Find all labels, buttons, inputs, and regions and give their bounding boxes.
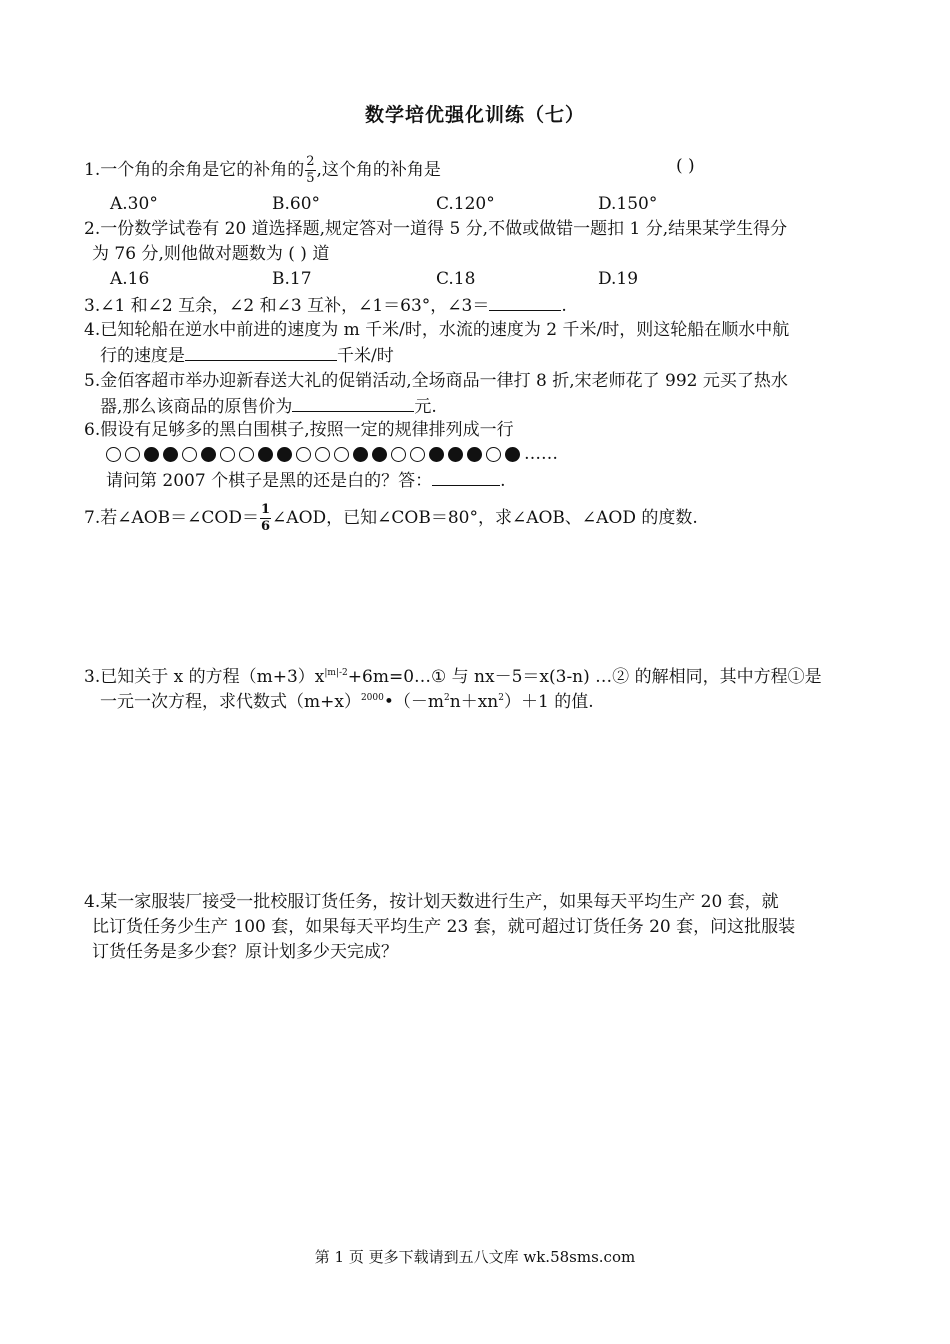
white-stone (315, 447, 330, 462)
question-3-text: 3.∠1 和∠2 互余，∠2 和∠3 互补，∠1＝63°，∠3＝ (84, 296, 490, 316)
stone-sequence (106, 443, 558, 465)
fraction-2-5 (305, 154, 315, 187)
black-stone (448, 447, 463, 462)
question-2-option-c: C.18 (436, 269, 476, 289)
question-1 (84, 154, 441, 187)
fraction-1-6 (260, 502, 271, 535)
question-1-option-c: C.120° (436, 194, 495, 214)
black-stone (163, 447, 178, 462)
black-stone (353, 447, 368, 462)
problem-3-text-b: +6m=0…① 与 nx－5＝x(3-n) …② 的解相同，其中方程①是 (347, 667, 822, 687)
question-4-answer-blank (185, 344, 337, 361)
white-stone (239, 447, 254, 462)
exponent-2a: 2 (444, 693, 450, 703)
question-5-line-2-suffix: 元. (414, 397, 437, 417)
question-4-line-2-suffix: 千米/时 (337, 346, 394, 366)
problem-3-text-e: n＋xn (449, 692, 499, 712)
question-1-answer-paren: ( ) (676, 156, 695, 176)
exponent-2000: 2000 (360, 693, 384, 703)
stone-ellipsis: …… (524, 444, 558, 464)
question-1-option-d: D.150° (598, 194, 658, 214)
white-stone (486, 447, 501, 462)
black-stone (505, 447, 520, 462)
black-stone (372, 447, 387, 462)
white-stone (296, 447, 311, 462)
question-2-option-b: B.17 (272, 269, 312, 289)
problem-3-text-a: 3.已知关于 x 的方程（m+3）x (84, 667, 325, 687)
fraction-numerator: 2 (306, 154, 315, 169)
problem-4-line-3: 订货任务是多少套？原计划多少天完成？ (92, 942, 398, 962)
question-1-option-b: B.60° (272, 194, 321, 214)
problem-3-text-f: ）＋1 的值. (503, 692, 594, 712)
question-4-line-2 (100, 344, 394, 367)
question-2-line-2: 为 76 分,则他做对题数为 ( ) 道 (92, 244, 330, 264)
question-4-line-2-prefix: 行的速度是 (100, 346, 185, 366)
problem-4-line-2: 比订货任务少生产 100 套，如果每天平均生产 23 套，就可超过订货任务 20 套，问这批服装 (92, 917, 796, 937)
fraction-denominator: 5 (306, 171, 315, 186)
problem-4-line-1: 4.某一家服装厂接受一批校服订货任务，按计划天数进行生产，如果每天平均生产 20 套，就 (84, 892, 779, 912)
problem-3-line-2 (100, 691, 594, 713)
question-5-line-2-prefix: 器,那么该商品的原售价为 (100, 397, 293, 417)
question-5-answer-blank (292, 395, 414, 412)
question-2-option-d: D.19 (598, 269, 639, 289)
white-stone (410, 447, 425, 462)
problem-3-line-1 (84, 666, 822, 688)
fraction-numerator: 1 (261, 502, 271, 517)
question-7-suffix: ∠AOD，已知∠COB＝80°，求∠AOB、∠AOD 的度数. (272, 508, 698, 528)
question-1-option-a: A.30° (110, 194, 158, 214)
exponent-2b: 2 (498, 693, 504, 703)
page-footer: 第 1 页 更多下载请到五八文库 wk.58sms.com (314, 1248, 636, 1266)
black-stone (144, 447, 159, 462)
black-stone (277, 447, 292, 462)
white-stone (125, 447, 140, 462)
black-stone (258, 447, 273, 462)
question-4-line-1: 4.已知轮船在逆水中前进的速度为 m 千米/时，水流的速度为 2 千米/时，则这轮船在顺水中航 (84, 320, 790, 340)
page-title: 数学培优强化训练（七） (364, 104, 585, 126)
black-stone (467, 447, 482, 462)
white-stone (334, 447, 349, 462)
white-stone (220, 447, 235, 462)
question-7 (84, 502, 698, 535)
question-3-end: . (561, 296, 567, 316)
question-3 (84, 294, 567, 317)
exponent-abs-m-minus-2: |m|-2 (324, 668, 348, 678)
question-5-line-1: 5.金佰客超市举办迎新春送大礼的促销活动,全场商品一律打 8 折,宋老师花了 992 元买了热水 (84, 371, 788, 391)
white-stone (106, 447, 121, 462)
question-3-answer-blank (489, 294, 561, 311)
question-6-line-3 (106, 469, 505, 492)
question-1-prefix: 1.一个角的余角是它的补角的 (84, 160, 305, 180)
stone-row (106, 444, 524, 464)
white-stone (391, 447, 406, 462)
fraction-denominator: 6 (261, 519, 271, 534)
question-6-line-1: 6.假设有足够多的黑白围棋子,按照一定的规律排列成一行 (84, 420, 514, 440)
question-5-line-2 (100, 395, 437, 418)
question-1-suffix: ,这个角的补角是 (316, 160, 441, 180)
question-2-option-a: A.16 (110, 269, 150, 289)
problem-3-text-c: 一元一次方程，求代数式（m+x） (100, 692, 361, 712)
question-7-prefix: 7.若∠AOB＝∠COD＝ (84, 508, 259, 528)
problem-3-text-d: •（－m (383, 692, 445, 712)
white-stone (182, 447, 197, 462)
black-stone (429, 447, 444, 462)
question-6-line-3-prefix: 请问第 2007 个棋子是黑的还是白的？答： (106, 471, 433, 491)
black-stone (201, 447, 216, 462)
question-6-line-3-suffix: . (500, 471, 506, 491)
question-6-answer-blank (432, 469, 500, 486)
question-2-line-1: 2.一份数学试卷有 20 道选择题,规定答对一道得 5 分,不做或做错一题扣 1 分,结果某学生得分 (84, 219, 788, 239)
